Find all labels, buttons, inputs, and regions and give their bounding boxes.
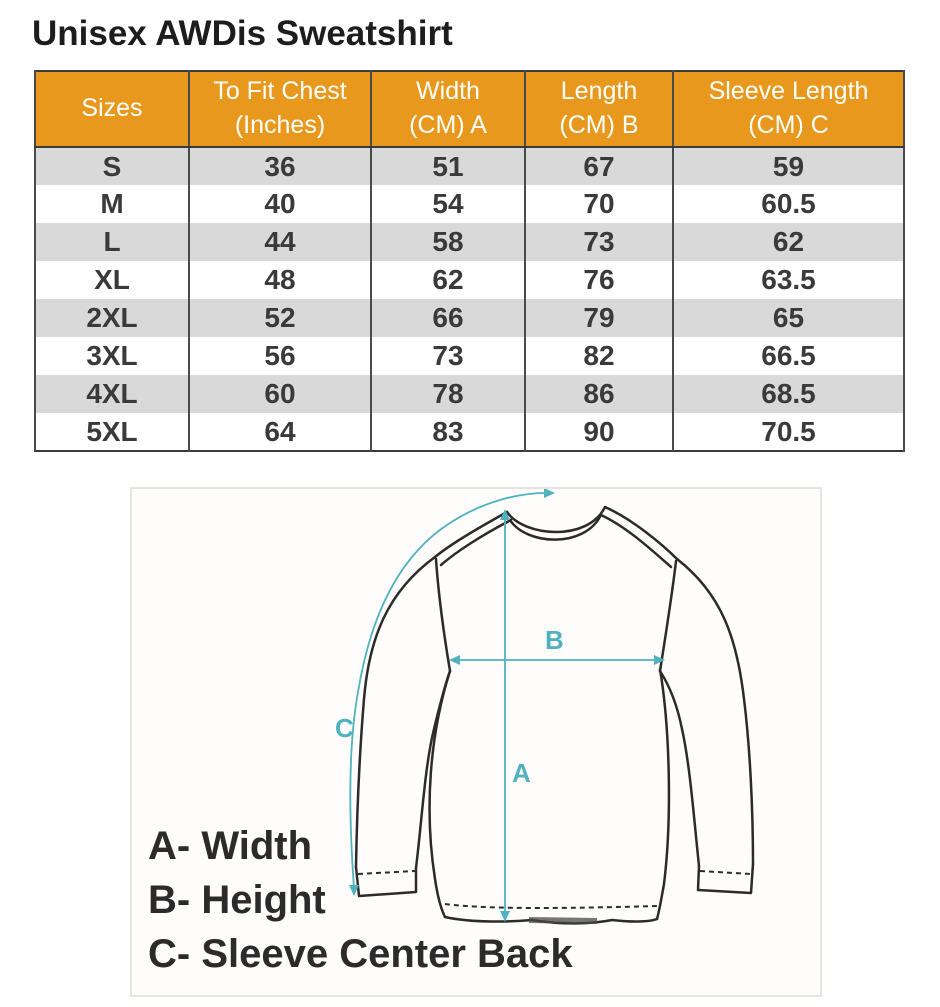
header-width — [371, 71, 525, 147]
cell-width: 58 — [371, 223, 525, 261]
cell-size: 2XL — [35, 299, 189, 337]
cell-sleeve: 60.5 — [673, 185, 904, 223]
table-row — [35, 147, 904, 185]
header-line: (CM) C — [748, 111, 829, 139]
cell-width: 73 — [371, 337, 525, 375]
header-sleeve-length — [673, 71, 904, 147]
cell-chest: 36 — [189, 147, 371, 185]
cell-chest: 48 — [189, 261, 371, 299]
header-line: Sizes — [81, 94, 143, 123]
body-right-side — [657, 669, 669, 919]
legend-item-c: C- Sleeve Center Back — [148, 932, 573, 976]
cell-width: 83 — [371, 413, 525, 451]
right-sleeve-inner — [660, 671, 699, 866]
table-header-row — [35, 71, 904, 147]
measurement-legend — [148, 819, 573, 981]
header-line: To Fit Chest — [213, 77, 347, 106]
header-line: Sleeve Length — [708, 77, 869, 106]
table-row — [35, 375, 904, 413]
left-armhole — [436, 559, 450, 671]
cell-sleeve: 62 — [673, 223, 904, 261]
cell-length: 79 — [525, 299, 673, 337]
cell-chest: 52 — [189, 299, 371, 337]
table-row — [35, 223, 904, 261]
table-row — [35, 337, 904, 375]
header-length — [525, 71, 673, 147]
arrowhead-b-left — [449, 655, 460, 665]
size-chart-table — [34, 70, 905, 452]
cell-sleeve: 66.5 — [673, 337, 904, 375]
cell-chest: 56 — [189, 337, 371, 375]
table-row — [35, 185, 904, 223]
cell-size: 3XL — [35, 337, 189, 375]
left-shoulder-seam — [435, 512, 507, 557]
collar-inner — [510, 515, 601, 540]
cell-width: 54 — [371, 185, 525, 223]
header-line: (Inches) — [234, 111, 326, 139]
marker-c-label: C — [335, 713, 354, 743]
cell-size: 4XL — [35, 375, 189, 413]
cell-size: XL — [35, 261, 189, 299]
cell-chest: 40 — [189, 185, 371, 223]
size-diagram — [130, 487, 822, 997]
cell-size: L — [35, 223, 189, 261]
header-line: Length — [560, 77, 638, 106]
header-line: (CM) A — [409, 111, 487, 139]
cell-chest: 64 — [189, 413, 371, 451]
cell-width: 62 — [371, 261, 525, 299]
cell-size: 5XL — [35, 413, 189, 451]
cell-size: S — [35, 147, 189, 185]
cell-length: 90 — [525, 413, 673, 451]
legend-item-a: A- Width — [148, 824, 313, 868]
right-armhole — [660, 561, 676, 671]
table-row — [35, 261, 904, 299]
cell-length: 67 — [525, 147, 673, 185]
marker-b-label: B — [545, 625, 564, 655]
left-shoulder-seam-inner — [441, 520, 511, 565]
cell-length: 82 — [525, 337, 673, 375]
cell-sleeve: 70.5 — [673, 413, 904, 451]
right-shoulder-seam-inner — [601, 515, 671, 567]
cell-sleeve: 65 — [673, 299, 904, 337]
cell-length: 73 — [525, 223, 673, 261]
marker-a-label: A — [512, 758, 531, 788]
table-row — [35, 299, 904, 337]
right-cuff — [698, 864, 753, 893]
header-to-fit-chest — [189, 71, 371, 147]
cell-length: 76 — [525, 261, 673, 299]
header-sizes — [35, 71, 189, 147]
table-row — [35, 413, 904, 451]
cell-sleeve: 59 — [673, 147, 904, 185]
cell-width: 51 — [371, 147, 525, 185]
legend-item-b: B- Height — [148, 878, 326, 922]
cell-chest: 60 — [189, 375, 371, 413]
header-line: Width — [416, 77, 480, 106]
cell-sleeve: 68.5 — [673, 375, 904, 413]
cell-chest: 44 — [189, 223, 371, 261]
header-line: (CM) B — [559, 111, 639, 139]
cell-sleeve: 63.5 — [673, 261, 904, 299]
table-header — [35, 71, 904, 147]
right-cuff-stitch — [700, 871, 751, 874]
cell-width: 78 — [371, 375, 525, 413]
page-title: Unisex AWDis Sweatshirt — [32, 14, 453, 53]
cell-width: 66 — [371, 299, 525, 337]
cell-size: M — [35, 185, 189, 223]
cell-length: 70 — [525, 185, 673, 223]
right-shoulder-seam — [605, 507, 677, 559]
arrowhead-c-top — [544, 489, 555, 498]
right-sleeve-outer — [677, 559, 753, 864]
cell-length: 86 — [525, 375, 673, 413]
